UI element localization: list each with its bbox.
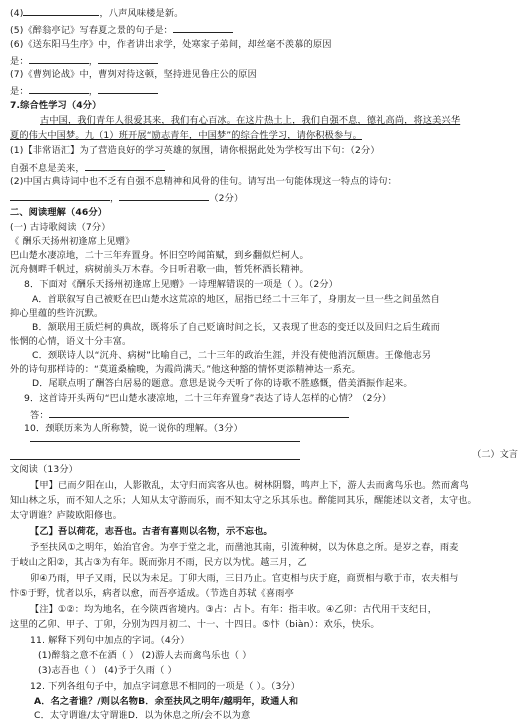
text-line-b2 [30, 542, 518, 554]
line-prefix: (4) [10, 8, 24, 19]
line-text: 于岐山之阳②，其占③为有年。既而弥月不雨，民方以为忧。越三月，乙 [10, 557, 307, 568]
line-text: 这里的乙卯、甲子、丁卯，分别为四月初二、十一、十四日。⑤忭（biàn）：欢乐，快乐。 [10, 619, 380, 630]
text-line-q8 [24, 279, 518, 291]
text-line-q12 [30, 681, 518, 693]
text-line-q9 [24, 393, 518, 405]
answer-blank[interactable] [29, 54, 89, 64]
line-text: 沉舟侧畔千帆过，病树前头万木春。今日听君歌一曲，暂凭杯酒长精神。 [10, 264, 309, 275]
text-line-q11 [30, 635, 518, 647]
text-line-q8b1 [32, 322, 518, 334]
answer-blank[interactable] [49, 408, 349, 418]
line-text: 忭⑤于野，忧者以乐，病者以愈，而吾亭适成。（节选自苏轼《喜雨亭 [10, 588, 294, 599]
line-text: (3)志吾也（ ） (4)予于久雨（ ） [38, 665, 177, 676]
answer-blank[interactable] [29, 84, 89, 94]
line-text: A．名之者谁？/则以名物B．余至扶风之明年/越明年，政通人和 [34, 696, 299, 707]
line-text: 【注】①②：均为地名，在今陕西省境内。③占：占卜。有年：指丰收。④乙卯：古代用干支纪日， [30, 604, 438, 615]
text-line-a3 [10, 510, 518, 522]
text-line-q6a [10, 39, 518, 51]
text-line-n1 [30, 604, 518, 616]
text-line-q8a1 [32, 294, 518, 306]
section-two-label: （二）文言 [472, 449, 518, 460]
line-text: 怅惘的心情，语义十分丰富。 [10, 336, 132, 347]
text-line-s7c [10, 145, 518, 157]
text-line-q8c2 [10, 364, 518, 376]
line-suffix: ， [88, 86, 99, 97]
line-text: 二、阅读理解（46分） [10, 207, 108, 218]
line-prefix: 是： [10, 56, 29, 67]
answer-blank-2[interactable] [98, 54, 158, 64]
line-text: (6)《送东阳马生序》中，作者讲出求学，处寒家子弟间，却丝毫不羡慕的原因 [10, 39, 332, 50]
line-text: C．颈联诗人以“沉舟、病树”比喻自己，二十三年的政治生涯，并没有使他消沉颓唐。王像他志另 [32, 350, 432, 361]
text-line-q8b2 [10, 336, 518, 348]
text-line-b1 [30, 526, 518, 538]
answer-rule-1[interactable] [30, 441, 300, 442]
text-line-b5 [10, 588, 518, 600]
line-suffix: ， [88, 56, 99, 67]
text-line-q4 [10, 6, 518, 20]
text-line-n2 [10, 619, 518, 631]
line-text: 古中国，我们青年人很爱其来，我们有心百冰。在这片热土上，我们自强不息，德礼高尚，将这美兴华 [40, 115, 461, 126]
line-text: 10．颈联历来为人所称赞，说一说你的理解。（3分） [24, 423, 243, 434]
line-text: 外的诗句那样诗的：“莫道桑榆晚，为霞尚满天。”他这种豁的情怀更添精神达一系充。 [10, 364, 361, 375]
line-text: A．首联叙写自己被贬在巴山楚水这荒凉的地区，屈指已经二十三年了，身朋友一旦一些之间虽然自 [32, 294, 440, 305]
line-prefix: 答： [30, 410, 49, 421]
text-line-h2 [10, 207, 518, 219]
text-line-h21 [10, 222, 518, 234]
text-line-q8a2 [10, 308, 518, 320]
line-text: 太守谓谁？庐陵欧阳修也。 [10, 510, 123, 521]
text-line-q12a [34, 696, 518, 708]
line-text: 7.综合性学习（4分） [10, 100, 102, 111]
line-suffix: ，八声风味楼是新。 [99, 8, 184, 19]
text-line-q11b [38, 665, 518, 677]
line-text: 9．这首诗开头两句“巴山楚水凄凉地，二十三年弃置身”表达了诗人怎样的心情？（2分） [24, 393, 392, 404]
line-text: 【乙】吾以荷花，志吾也。古者有喜则以名物，示不忘也。 [30, 526, 273, 537]
line-text: 文阅读（13分） [10, 464, 79, 475]
line-text: (5)《醉翁亭记》写春夏之景的句子是： [10, 25, 173, 36]
text-line-q6b [10, 54, 518, 68]
answer-blank[interactable] [85, 161, 165, 171]
text-line-q5 [10, 23, 518, 37]
line-text: 《 酬乐天扬州初逢席上见赠》 [10, 236, 135, 247]
line-text: 12. 下列各组句子中，加点字词意思不相同的一项是（ ）。（3分） [30, 681, 301, 692]
text-line-s7e [10, 176, 518, 188]
line-text: 知山林之乐，而不知人之乐；人知从太守游而乐，而不知太守之乐其乐也。醉能同其乐，醒能述以文者，太守也。 [10, 495, 477, 506]
text-line-a1 [30, 480, 518, 492]
text-line-ptitle [10, 236, 518, 248]
text-line-q8d [32, 378, 518, 390]
text-line-s7d [10, 161, 518, 175]
text-line-a2 [10, 495, 518, 507]
text-line-q7b [10, 84, 518, 98]
line-text: (1)【非常语汇】为了营造良好的学习英雄的氛围，请你根据此处为学校写出下句：（2分） [10, 145, 380, 156]
text-line-q7a [10, 69, 518, 81]
line-text: (7)《曹刿论战》中，曹刿对待这顿，坚持进见鲁庄公的原因 [10, 69, 257, 80]
answer-rule-2[interactable] [10, 459, 300, 460]
text-line-q9ans [30, 408, 518, 422]
line-text: 卯④乃雨，甲子又雨，民以为未足。丁卯大雨，三日乃止。官吏相与庆于庭，商贾相与歌于市，农夫相与 [30, 573, 459, 584]
line-text: 予至扶风①之明年，始治官舍。为亭于堂之北，而凿池其南，引流种树，以为休息之所。是岁之春，雨麦 [30, 542, 459, 553]
line-suffix: ， [110, 193, 120, 204]
line-prefix: 是： [10, 86, 29, 97]
text-line-s7f [10, 191, 518, 205]
text-line-q11a [38, 650, 518, 662]
line-text: 巴山楚水凄凉地，二十三年弃置身。怀旧空吟闻笛赋，到乡翻似烂柯人。 [10, 250, 309, 261]
text-line-b4 [30, 573, 518, 585]
answer-blank[interactable] [173, 23, 233, 33]
text-line-q10 [24, 423, 518, 435]
text-line-b3 [10, 557, 518, 569]
line-text: C．太守谓谁/太守谓谁D．以为休息之所/会不以为意 [34, 710, 251, 721]
text-line-sec2 [10, 464, 518, 476]
line-prefix: 自强不息是美来， [10, 163, 85, 174]
line-text: 8．下面对《酬乐天扬州初逢席上见赠》一诗理解错误的一项是（ ）。（2分） [24, 279, 338, 290]
text-line-p1 [10, 250, 518, 262]
line-text: 【甲】已而夕阳在山，人影散乱，太守归而宾客从也。树林阴翳，鸣声上下，游人去而禽鸟乐也。然而禽鸟 [30, 480, 469, 491]
line-text: B．颔联用王质烂柯的典故，既将乐了自己贬谪时间之长，又表现了世态的变迁以及回归之后生疏而 [32, 322, 440, 333]
text-line-q8c1 [32, 350, 518, 362]
answer-blank-2[interactable] [98, 84, 158, 94]
line-tail: （2分） [209, 193, 244, 204]
text-line-s7b [10, 130, 518, 142]
line-text: D．尾联点明了酬答白居易的题意。意思是说今天听了你的诗歌不胜感慨，借美酒振作起来。 [32, 378, 413, 389]
line-text: 抑心里蕴的些许沉默。 [10, 308, 104, 319]
line-text: (1)醉翁之意不在酒（ ） (2)游人去而禽鸟乐也（ ） [38, 650, 252, 661]
line-text: 夏的伟大中国梦。九（1）班开展“励志青年，中国梦”的综合性学习，请你积极参与。 [10, 130, 362, 141]
line-text: 11. 解释下列句中加点的字词。（4分） [30, 635, 190, 646]
answer-blank[interactable] [10, 191, 110, 201]
line-text: (一) 古诗歌阅读（7分） [10, 222, 111, 233]
text-line-q12b [34, 710, 518, 722]
text-line-s7a [40, 115, 518, 127]
text-line-p2 [10, 264, 518, 276]
answer-blank-2[interactable] [119, 191, 209, 201]
answer-blank[interactable] [23, 6, 99, 16]
line-text: (2)中国古典诗词中也不乏有自强不息精神和风骨的佳句。请写出一句能体现这一特点的诗句： [10, 176, 397, 187]
text-line-s7 [10, 100, 518, 112]
